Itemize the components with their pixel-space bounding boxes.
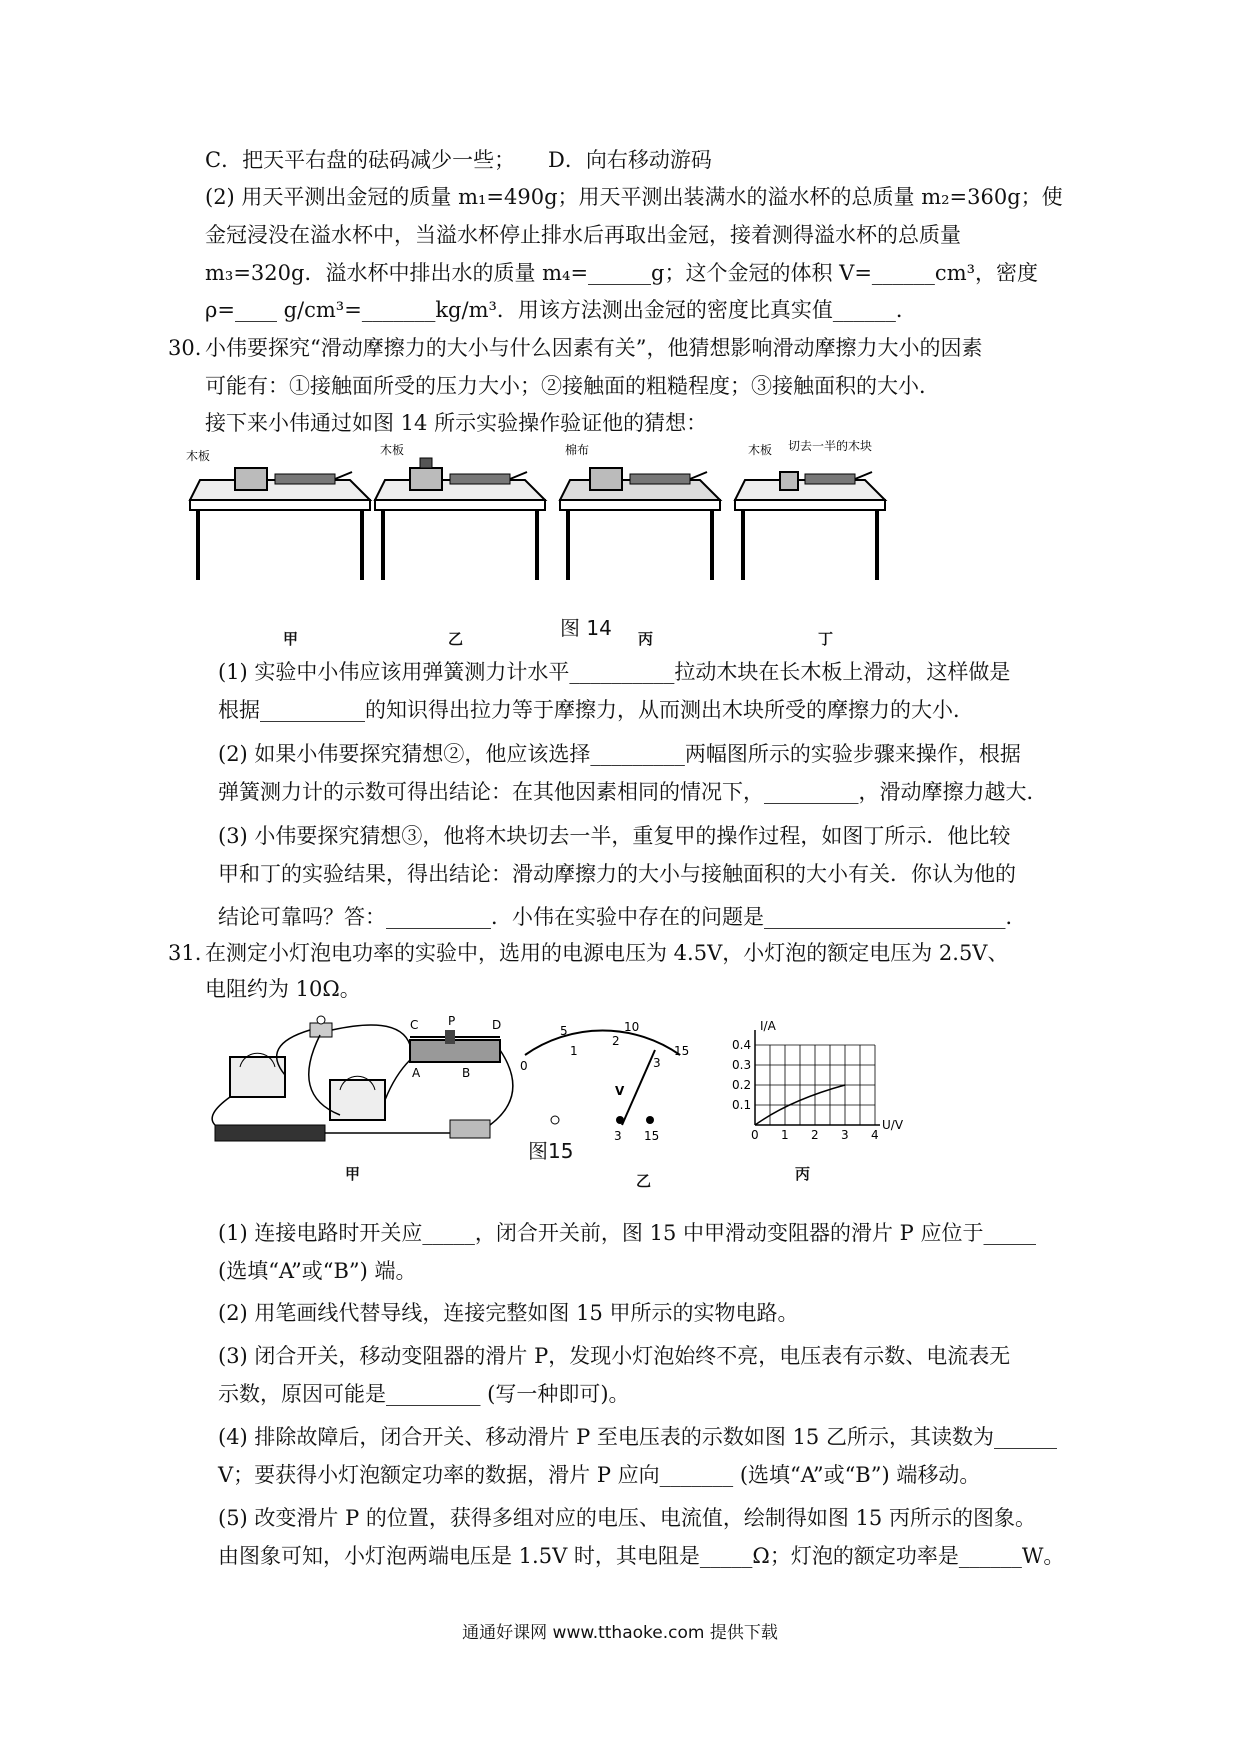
q30-part1-line2: 根据__________的知识得出拉力等于摩擦力，从而测出木块所受的摩擦力的大小． — [218, 698, 974, 722]
q31-step2: (2) 用笔画线代替导线，连接完整如图 15 甲所示的实物电路。 — [218, 1301, 799, 1325]
fig15-panel-bing — [732, 1019, 904, 1142]
fig15-graph-y03: 0.3 — [732, 1058, 752, 1072]
q30-part3-line3: 结论可靠吗？答：__________．小伟在实验中存在的问题是_______________________． — [218, 905, 1027, 929]
fig14-panel-jia — [186, 448, 370, 580]
fig15-graph-x2: 2 — [811, 1128, 819, 1142]
q29-part2-line3: m₃=320g．溢水杯中排出水的质量 m₄=______g；这个金冠的体积 V=______cm³，密度 — [205, 261, 1039, 285]
fig15-graph-x3: 3 — [841, 1128, 849, 1142]
fig14-label-half-block: 切去一半的木块 — [788, 440, 873, 453]
fig14-panel-ding — [735, 440, 885, 580]
q29-part2-line2: 金冠浸没在溢水杯中，当溢水杯停止排水后再取出金冠，接着测得溢水杯的总质量 — [205, 223, 961, 247]
q30-part2-line2: 弹簧测力计的示数可得出结论：在其他因素相同的情况下，_________，滑动摩擦力越大． — [218, 780, 1048, 804]
figure-14-caption: 图 14 — [560, 616, 612, 640]
fig14-label-board-2: 木板 — [380, 443, 405, 457]
fig15-graph-y04: 0.4 — [732, 1038, 752, 1052]
q30-part3-line1: (3) 小伟要探究猜想③，他将木块切去一半，重复甲的操作过程，如图丁所示．他比较 — [218, 824, 1011, 848]
q31-step5-line2: 由图象可知，小灯泡两端电压是 1.5V 时，其电阻是_____Ω；灯泡的额定功率是______W。 — [218, 1544, 1065, 1568]
fig15-label-a: A — [412, 1066, 421, 1080]
fig15-label-c: C — [410, 1018, 419, 1032]
fig14-label-yi: 乙 — [448, 630, 464, 648]
fig15-scale-0: 0 — [520, 1059, 528, 1073]
q30-part1-line1: (1) 实验中小伟应该用弹簧测力计水平__________拉动木块在长木板上滑动，这样做是 — [218, 660, 1011, 684]
fig15-scale-3: 3 — [653, 1056, 661, 1070]
fig15-label-jia: 甲 — [345, 1165, 361, 1183]
q31-stem-line1: 在测定小灯泡电功率的实验中，选用的电源电压为 4.5V，小灯泡的额定电压为 2.5V、 — [205, 941, 1009, 965]
fig15-terminal-15: 15 — [644, 1129, 660, 1143]
fig15-label-bing: 丙 — [795, 1165, 811, 1183]
fig15-panel-jia — [212, 1015, 513, 1141]
q30-number: 30. — [168, 336, 202, 360]
fig15-label-yi: 乙 — [636, 1172, 652, 1190]
fig15-graph-x1: 1 — [781, 1128, 789, 1142]
fig15-scale-2: 2 — [612, 1034, 620, 1048]
q29-part2-line4: ρ=____ g/cm³=_______kg/m³．用该方法测出金冠的密度比真实值______． — [205, 298, 917, 322]
fig15-graph-y02: 0.2 — [732, 1078, 752, 1092]
fig15-terminal-3: 3 — [614, 1129, 622, 1143]
q29-part2-line1: (2) 用天平测出金冠的质量 m₁=490g；用天平测出装满水的溢水杯的总质量 m₂=360g；使 — [205, 185, 1063, 209]
q31-step4-line1: (4) 排除故障后，闭合开关、移动滑片 P 至电压表的示数如图 15 乙所示，其读数为______ — [218, 1425, 1057, 1449]
q31-step3-line1: (3) 闭合开关，移动变阻器的滑片 P，发现小灯泡始终不亮，电压表有示数、电流表无 — [218, 1344, 1011, 1368]
fig15-voltmeter-v: V — [615, 1084, 625, 1098]
q31-number: 31. — [168, 941, 202, 965]
fig15-graph-x4: 4 — [871, 1128, 879, 1142]
q30-stem-line3: 接下来小伟通过如图 14 所示实验操作验证他的猜想： — [205, 411, 708, 435]
q31-stem-line2: 电阻约为 10Ω。 — [205, 977, 361, 1001]
fig14-label-bing: 丙 — [638, 630, 654, 648]
q31-step5-line1: (5) 改变滑片 P 的位置，获得多组对应的电压、电流值，绘制得如图 15 丙所示的图象。 — [218, 1506, 1036, 1530]
q30-part3-line2: 甲和丁的实验结果，得出结论：滑动摩擦力的大小与接触面积的大小有关．你认为他的 — [218, 862, 1016, 886]
fig15-graph-x0: 0 — [751, 1128, 759, 1142]
fig15-scale-10: 10 — [624, 1020, 640, 1034]
fig14-label-jia: 甲 — [283, 630, 299, 648]
fig15-graph-ylabel: I/A — [760, 1019, 776, 1033]
q30-stem-line1: 小伟要探究“滑动摩擦力的大小与什么因素有关”，他猜想影响滑动摩擦力大小的因素 — [205, 336, 983, 360]
fig14-label-ding: 丁 — [818, 630, 834, 648]
fig15-label-d: D — [492, 1018, 502, 1032]
fig14-label-board-1: 木板 — [186, 449, 211, 463]
fig14-panel-bing — [560, 442, 720, 580]
q30-part2-line1: (2) 如果小伟要探究猜想②，他应该选择_________两幅图所示的实验步骤来操作，根据 — [218, 742, 1021, 766]
q31-step3-line2: 示数，原因可能是_________ (写一种即可)。 — [218, 1382, 630, 1406]
fig14-label-towel: 棉布 — [565, 443, 590, 457]
fig15-scale-5: 5 — [560, 1024, 568, 1038]
q31-step4-line2: V；要获得小灯泡额定功率的数据，滑片 P 应向_______ (选填“A”或“B”) 端移动。 — [218, 1463, 981, 1487]
fig15-graph-xlabel: U/V — [882, 1118, 904, 1132]
figure-15-caption: 图15 — [528, 1139, 574, 1163]
fig15-panel-yi — [520, 1020, 689, 1143]
fig14-label-board-4: 木板 — [748, 443, 773, 457]
fig15-label-b: B — [462, 1066, 471, 1080]
q30-stem-line2: 可能有：①接触面所受的压力大小；②接触面的粗糙程度；③接触面积的大小． — [205, 374, 940, 398]
q31-step1-line2: (选填“A”或“B”) 端。 — [218, 1259, 417, 1283]
q29-option-c: C．把天平右盘的砝码减少一些； — [205, 148, 516, 172]
fig14-panel-yi — [375, 442, 545, 580]
figure-15-circuit — [200, 1015, 1000, 1190]
page-footer[interactable]: 通通好课网 www.tthaoke.com 提供下载 — [462, 1623, 778, 1643]
fig15-graph-y01: 0.1 — [732, 1098, 752, 1112]
figure-14-friction-experiment — [180, 440, 900, 590]
fig15-scale-15: 15 — [674, 1044, 690, 1058]
fig15-scale-1: 1 — [570, 1044, 578, 1058]
fig15-label-p: P — [448, 1015, 456, 1028]
q29-option-d: D．向右移动游码 — [548, 148, 712, 172]
q31-step1-line1: (1) 连接电路时开关应_____，闭合开关前，图 15 中甲滑动变阻器的滑片 P 应位于_____ — [218, 1221, 1036, 1245]
